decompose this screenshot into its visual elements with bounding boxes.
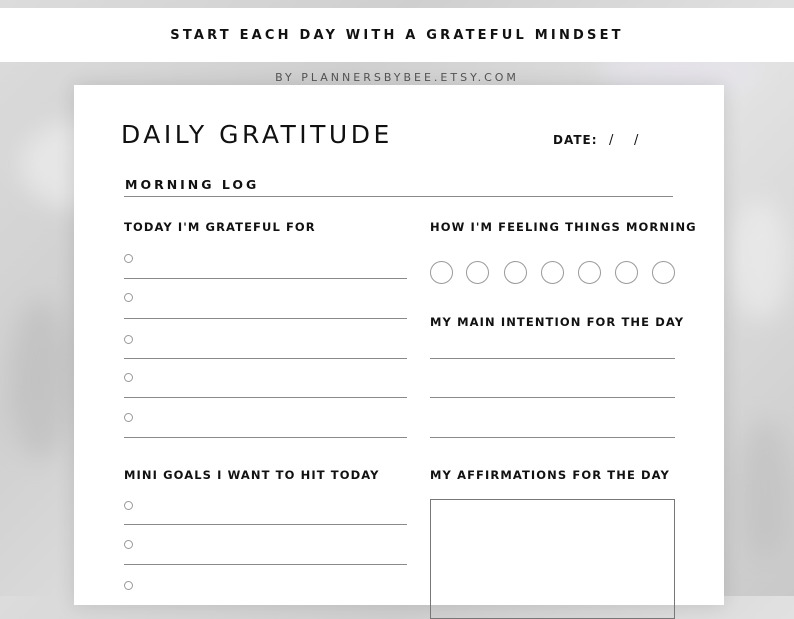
intention-line[interactable] [430,358,675,359]
grateful-line[interactable] [124,278,407,279]
shop-credit: BY PLANNERSBYBEE.ETSY.COM [275,71,519,84]
mood-circle[interactable] [430,261,453,284]
grateful-checkbox[interactable] [124,254,133,263]
mood-circle[interactable] [541,261,564,284]
affirmations-box[interactable] [430,499,675,619]
header-banner [0,8,794,62]
grateful-checkbox[interactable] [124,335,133,344]
grateful-line[interactable] [124,437,407,438]
mood-circle[interactable] [652,261,675,284]
affirmations-heading: MY AFFIRMATIONS FOR THE DAY [430,468,670,482]
grateful-line[interactable] [124,397,407,398]
intention-line[interactable] [430,397,675,398]
goal-line[interactable] [124,564,407,565]
goal-checkbox[interactable] [124,540,133,549]
goal-line[interactable] [124,524,407,525]
grateful-line[interactable] [124,318,407,319]
date-label: DATE: [553,133,598,147]
goal-checkbox[interactable] [124,501,133,510]
section-divider [124,196,673,197]
grateful-checkbox[interactable] [124,373,133,382]
mood-circle[interactable] [578,261,601,284]
mini-goals-heading: MINI GOALS I WANT TO HIT TODAY [124,468,380,482]
section-title: MORNING LOG [125,177,260,192]
grateful-heading: TODAY I'M GRATEFUL FOR [124,220,316,234]
mood-circle[interactable] [615,261,638,284]
grateful-checkbox[interactable] [124,293,133,302]
banner-text: START EACH DAY WITH A GRATEFUL MINDSET [170,27,624,43]
intention-heading: MY MAIN INTENTION FOR THE DAY [430,315,685,329]
mood-circle[interactable] [504,261,527,284]
goal-checkbox[interactable] [124,581,133,590]
grateful-line[interactable] [124,358,407,359]
mood-circle[interactable] [466,261,489,284]
date-separator: / [609,133,614,148]
grateful-checkbox[interactable] [124,413,133,422]
page-title: DAILY GRATITUDE [121,120,393,149]
intention-line[interactable] [430,437,675,438]
date-separator: / [634,133,639,148]
planner-sheet [74,85,724,605]
feeling-heading: HOW I'M FEELING THINGS MORNING [430,220,697,234]
